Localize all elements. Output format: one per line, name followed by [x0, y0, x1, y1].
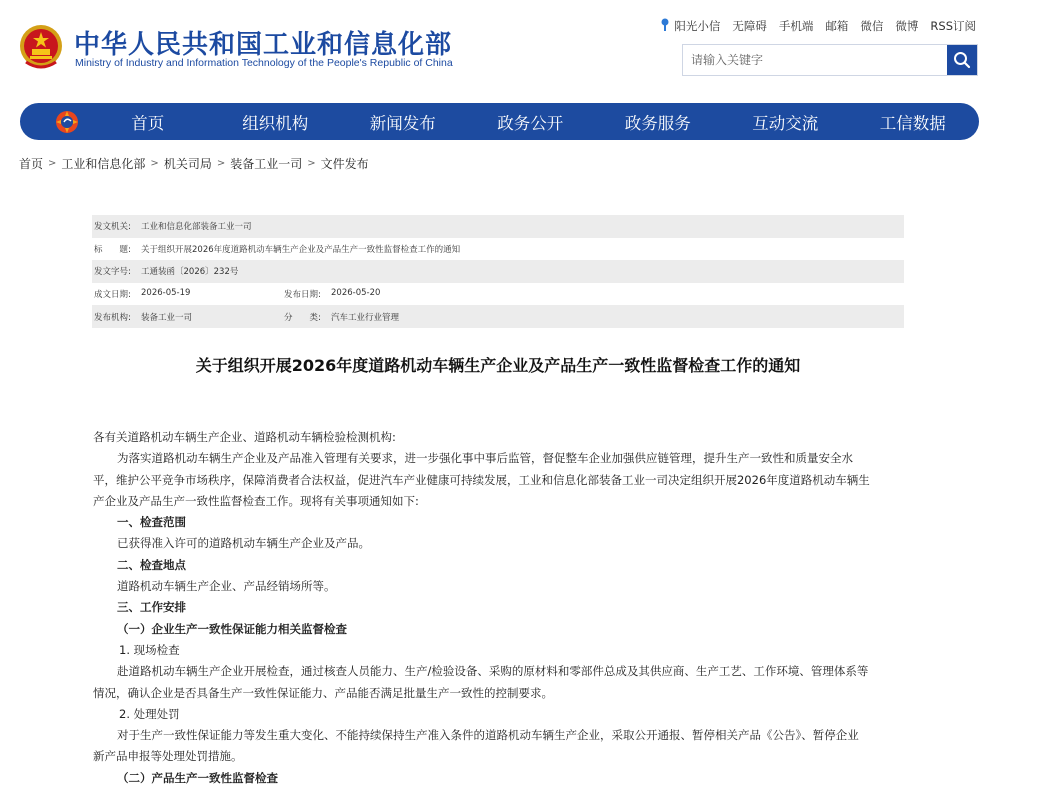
breadcrumb-ministry[interactable]: 工业和信息化部 — [61, 157, 146, 171]
meta-created-date: 2026-05-19 — [141, 288, 191, 299]
top-link-sunshine[interactable] — [660, 18, 720, 34]
meta-publisher: 装备工业一司 — [141, 312, 193, 323]
item-heading: 2. 处理处罚 — [119, 706, 180, 721]
section-heading: 二、检查地点 — [117, 557, 186, 572]
meta-label: 发布日期: — [284, 290, 321, 301]
top-link-label: 阳光小信 — [674, 19, 721, 33]
search-button[interactable] — [947, 45, 977, 75]
meta-label: 发文机关: — [94, 222, 131, 233]
nav-item-government-affairs[interactable]: 政务公开 — [497, 113, 564, 133]
section-paragraph: 已获得准入许可的道路机动车辆生产企业及产品。 — [117, 536, 370, 551]
subsection-heading: （二）产品生产一致性监督检查 — [117, 770, 278, 785]
nav-item-organization[interactable]: 组织机构 — [242, 113, 309, 133]
meta-title: 关于组织开展2026年度道路机动车辆生产企业及产品生产一致性监督检查工作的通知 — [141, 244, 461, 255]
breadcrumb-separator-icon: > — [48, 158, 57, 169]
meta-label: 成文日期: — [94, 290, 131, 301]
top-link-accessibility[interactable]: 无障碍 — [732, 19, 767, 33]
breadcrumb-separator-icon: > — [216, 158, 226, 169]
nav-item-services[interactable]: 政务服务 — [624, 113, 691, 133]
top-links — [660, 18, 976, 34]
meta-row-issuer — [92, 215, 904, 238]
top-link-mobile[interactable]: 手机端 — [778, 19, 814, 33]
breadcrumb-separator-icon: > — [150, 158, 159, 169]
meta-label: 发文字号: — [94, 267, 131, 278]
mascot-icon — [660, 18, 670, 32]
item-paragraph-line: 新产品申报等处理处罚措施。 — [93, 749, 243, 764]
site-title-english: Ministry of Industry and Information Technology of the People's Republic of China — [75, 57, 453, 69]
section-heading: 三、工作安排 — [117, 600, 186, 615]
top-link-mail[interactable]: 邮箱 — [825, 19, 849, 33]
breadcrumb-department[interactable]: 装备工业一司 — [230, 157, 303, 171]
search-box — [682, 44, 978, 76]
article-body — [93, 427, 905, 789]
top-link-weibo[interactable]: 微博 — [895, 19, 919, 33]
nav-item-interaction[interactable]: 互动交流 — [752, 113, 819, 133]
national-emblem-icon — [18, 22, 64, 72]
item-paragraph-line: 情况，确认企业是否具备生产一致性保证能力、产品能否满足批量生产一致性的控制要求。 — [93, 685, 553, 700]
search-icon — [953, 51, 971, 69]
meta-category: 汽车工业行业管理 — [331, 312, 400, 323]
intro-paragraph-line: 为落实道路机动车辆生产企业及产品准入管理有关要求，进一步强化事中事后监管，督促整车企业加强供应链管理，提升生产一致性和质量安全水 — [117, 451, 853, 466]
breadcrumb-departments[interactable]: 机关司局 — [163, 157, 212, 171]
home-logo-icon[interactable] — [54, 109, 80, 135]
subsection-heading: （一）企业生产一致性保证能力相关监督检查 — [117, 621, 347, 636]
salutation: 各有关道路机动车辆生产企业、道路机动车辆检验检测机构: — [93, 430, 396, 444]
meta-row-dates — [92, 283, 904, 306]
meta-row-publisher — [92, 305, 904, 328]
main-nav — [20, 103, 979, 140]
search-input[interactable] — [683, 45, 947, 75]
intro-paragraph-line: 产企业及产品生产一致性监督检查工作。现将有关事项通知如下: — [93, 493, 419, 508]
document-meta-table — [92, 215, 904, 328]
item-paragraph-line: 赴道路机动车辆生产企业开展检查，通过核查人员能力、生产/检验设备、采购的原材料和零部件总成及其供应商、生产工艺、工作环境、管理体系等 — [117, 664, 869, 679]
item-paragraph-line: 对于生产一致性保证能力等发生重大变化、不能持续保持生产准入条件的道路机动车辆生产企业，采取公开通报、暂停相关产品《公告》、暂停企业 — [117, 728, 859, 743]
meta-published-date: 2026-05-20 — [331, 288, 381, 299]
nav-item-news[interactable]: 新闻发布 — [369, 113, 436, 133]
section-paragraph: 道路机动车辆生产企业、产品经销场所等。 — [117, 579, 336, 594]
meta-label: 分 类: — [284, 312, 321, 323]
meta-row-docno — [92, 260, 904, 283]
meta-issuer: 工业和信息化部装备工业一司 — [141, 222, 252, 233]
top-link-wechat[interactable]: 微信 — [860, 19, 884, 33]
item-heading: 1. 现场检查 — [119, 642, 180, 657]
nav-item-data[interactable]: 工信数据 — [879, 113, 946, 133]
article-title: 关于组织开展2026年度道路机动车辆生产企业及产品生产一致性监督检查工作的通知 — [195, 356, 801, 375]
breadcrumb-documents[interactable]: 文件发布 — [320, 157, 369, 171]
breadcrumb — [19, 155, 369, 172]
meta-row-title — [92, 238, 904, 261]
meta-docno: 工通装函〔2026〕232号 — [141, 267, 239, 278]
breadcrumb-home[interactable]: 首页 — [19, 157, 44, 171]
breadcrumb-separator-icon: > — [307, 158, 316, 169]
meta-label: 发布机构: — [94, 312, 131, 323]
meta-label: 标 题: — [94, 244, 131, 255]
section-heading: 一、检查范围 — [117, 515, 186, 530]
intro-paragraph-line: 平，维护公平竞争市场秩序，保障消费者合法权益，促进汽车产业健康可持续发展，工业和信息化部装备工业一司决定组织开展2026年度道路机动车辆生 — [93, 472, 870, 487]
site-title[interactable]: 中华人民共和国工业和信息化部 — [74, 30, 453, 60]
top-link-rss[interactable]: RSS订阅 — [930, 19, 976, 33]
nav-item-home[interactable]: 首页 — [131, 113, 165, 133]
